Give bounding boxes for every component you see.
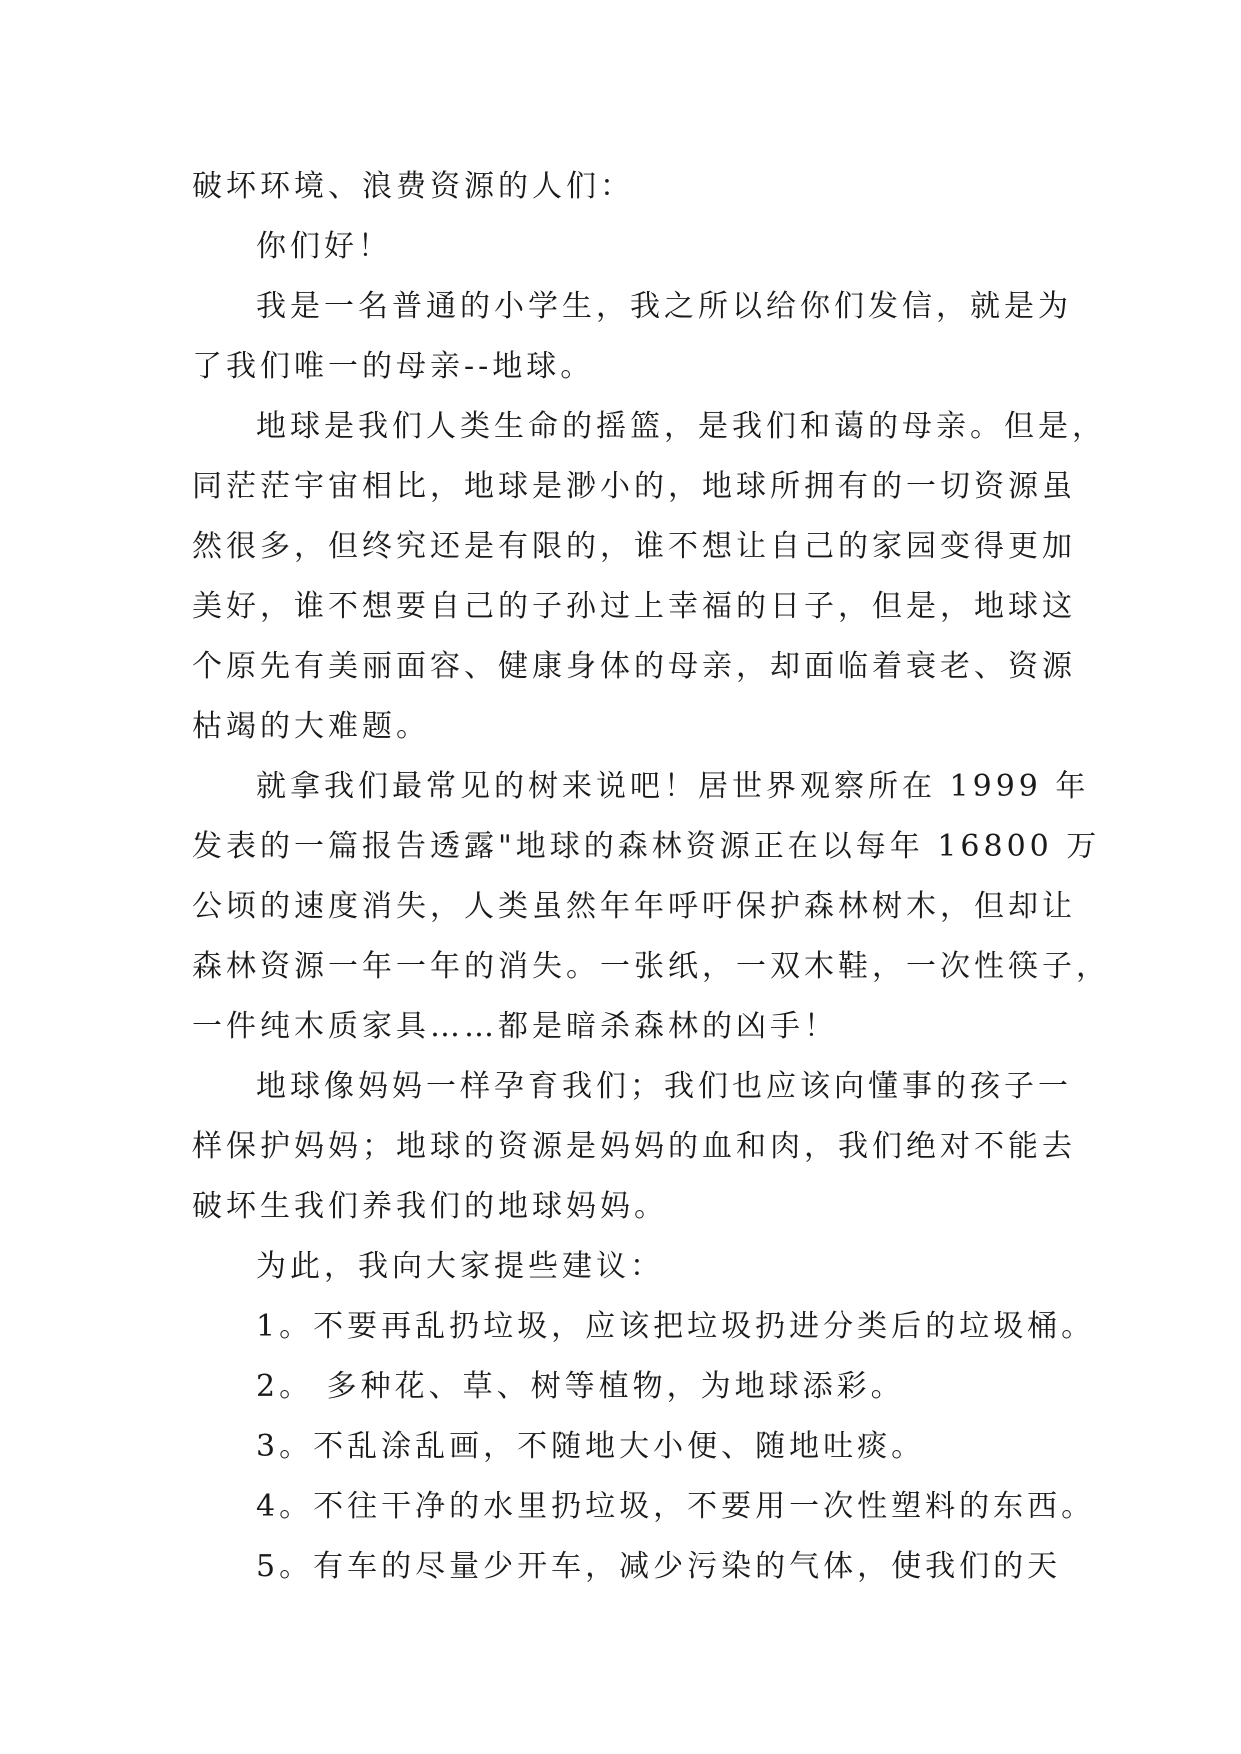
suggestion-item: 1。不要再乱扔垃圾，应该把垃圾扔进分类后的垃圾桶。	[256, 1309, 1096, 1344]
paragraph-line: 我是一名普通的小学生，我之所以给你们发信，就是为	[256, 289, 1072, 324]
greeting-line: 你们好！	[256, 229, 392, 264]
paragraph-line: 森林资源一年一年的消失。一张纸，一双木鞋，一次性筷子，	[192, 949, 1110, 984]
suggestion-item: 2。 多种花、草、树等植物，为地球添彩。	[256, 1369, 905, 1404]
paragraph-line: 同茫茫宇宙相比，地球是渺小的，地球所拥有的一切资源虽	[192, 469, 1076, 504]
suggestion-item: 4。不往干净的水里扔垃圾，不要用一次性塑料的东西。	[256, 1489, 1096, 1524]
paragraph-line: 美好，谁不想要自己的子孙过上幸福的日子，但是，地球这	[192, 589, 1076, 624]
paragraph-line: 然很多，但终究还是有限的，谁不想让自己的家园变得更加	[192, 529, 1076, 564]
paragraph-line: 一件纯木质家具……都是暗杀森林的凶手！	[192, 1009, 838, 1044]
paragraph-line: 发表的一篇报告透露"地球的森林资源正在以每年 16800 万	[192, 829, 1101, 864]
paragraph-line: 就拿我们最常见的树来说吧！居世界观察所在 1999 年	[256, 769, 1090, 804]
paragraph-line: 地球是我们人类生命的摇篮，是我们和蔼的母亲。但是，	[256, 409, 1106, 444]
paragraph-line: 枯竭的大难题。	[192, 709, 430, 744]
paragraph-line: 公顷的速度消失，人类虽然年年呼吁保护森林树木，但却让	[192, 889, 1076, 924]
suggestion-item: 5。有车的尽量少开车，减少污染的气体，使我们的天	[256, 1549, 1062, 1584]
paragraph-line: 地球像妈妈一样孕育我们；我们也应该向懂事的孩子一	[256, 1069, 1072, 1104]
salutation-line: 破坏环境、浪费资源的人们：	[192, 169, 634, 204]
paragraph-line: 了我们唯一的母亲--地球。	[192, 349, 595, 384]
paragraph-line: 个原先有美丽面容、健康身体的母亲，却面临着衰老、资源	[192, 649, 1076, 684]
suggestions-intro-line: 为此，我向大家提些建议：	[256, 1249, 664, 1284]
paragraph-line: 样保护妈妈；地球的资源是妈妈的血和肉，我们绝对不能去	[192, 1129, 1076, 1164]
suggestion-item: 3。不乱涂乱画，不随地大小便、随地吐痰。	[256, 1429, 926, 1464]
paragraph-line: 破坏生我们养我们的地球妈妈。	[192, 1189, 668, 1224]
